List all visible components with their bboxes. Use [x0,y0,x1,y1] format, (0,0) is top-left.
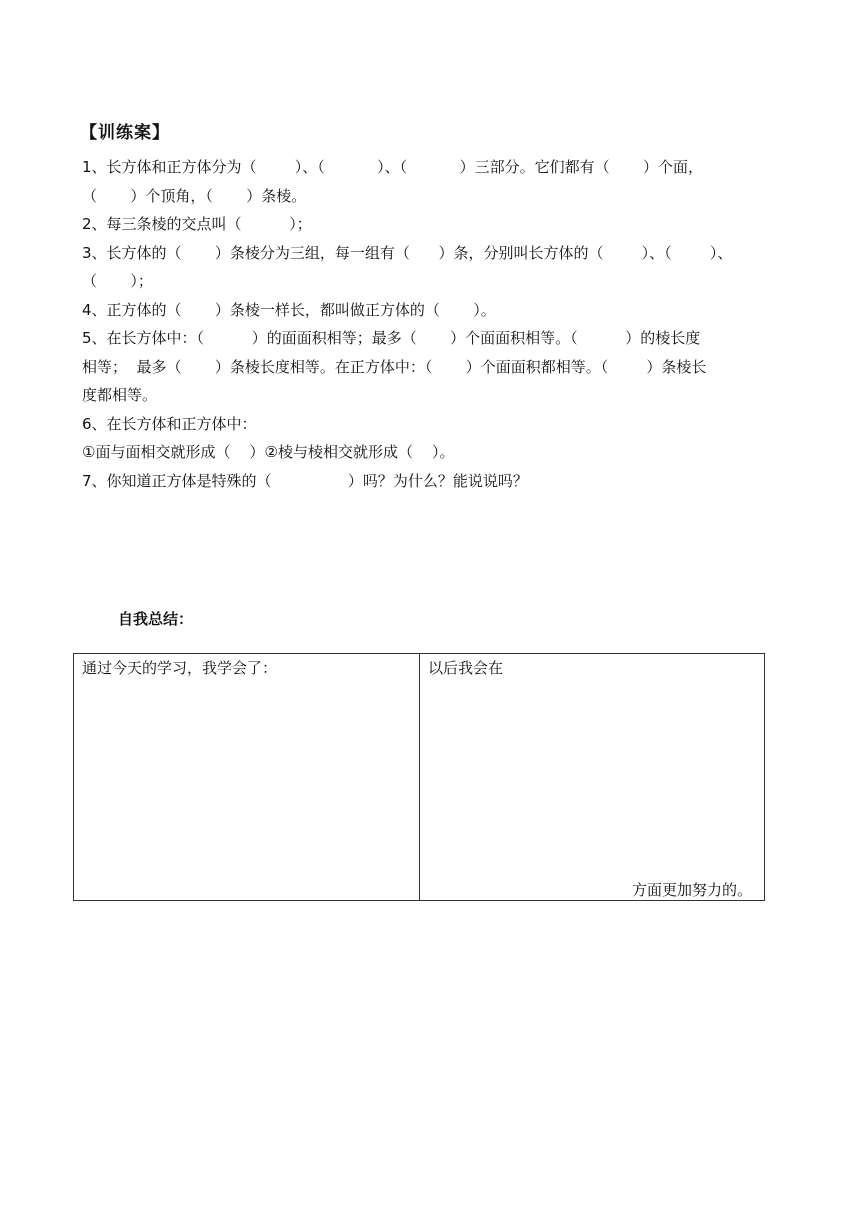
question-line: ①面与面相交就形成（ ）②棱与棱相交就形成（ ）。 [82,443,455,461]
question-line: 4、正方体的（ ）条棱一样长，都叫做正方体的（ ）。 [82,300,496,319]
question-line: 度都相等。 [82,386,158,404]
summary-improve-label: 以后我会在 [428,659,504,677]
summary-improve-footer: 方面更加努力的。 [631,881,752,899]
question-line: 2、每三条棱的交点叫（ ）； [82,215,312,233]
section-title: 【训练案】 [80,123,170,143]
question-line: 1、长方体和正方体分为（ ）、（ ）、（ ）三部分。它们都有（ ）个面， [82,158,703,176]
summary-title: 自我总结： [118,610,194,628]
question-line: 6、在长方体和正方体中： [82,414,257,433]
question-line: 相等； 最多（ ）条棱长度相等。在正方体中：（ ）个面面积都相等。（ ）条棱长 [82,357,707,376]
question-line: 3、长方体的（ ）条棱分为三组，每一组有（ ）条，分别叫长方体的（ ）、（ ）、 [82,243,733,262]
question-line: 5、在长方体中：（ ）的面面积相等；最多（ ）个面面积相等。（ ）的棱长度 [82,329,701,347]
summary-learned-label: 通过今天的学习，我学会了： [82,659,278,677]
question-line: （ ）个顶角，（ ）条棱。 [82,186,307,205]
question-list [82,153,782,495]
summary-table [73,653,765,901]
question-line: 7、你知道正方体是特殊的（ ）吗？为什么？能说说吗？ [82,471,528,490]
summary-learned-cell[interactable] [74,654,420,900]
question-line: （ ）； [82,272,153,290]
summary-improve-cell[interactable] [420,654,764,900]
